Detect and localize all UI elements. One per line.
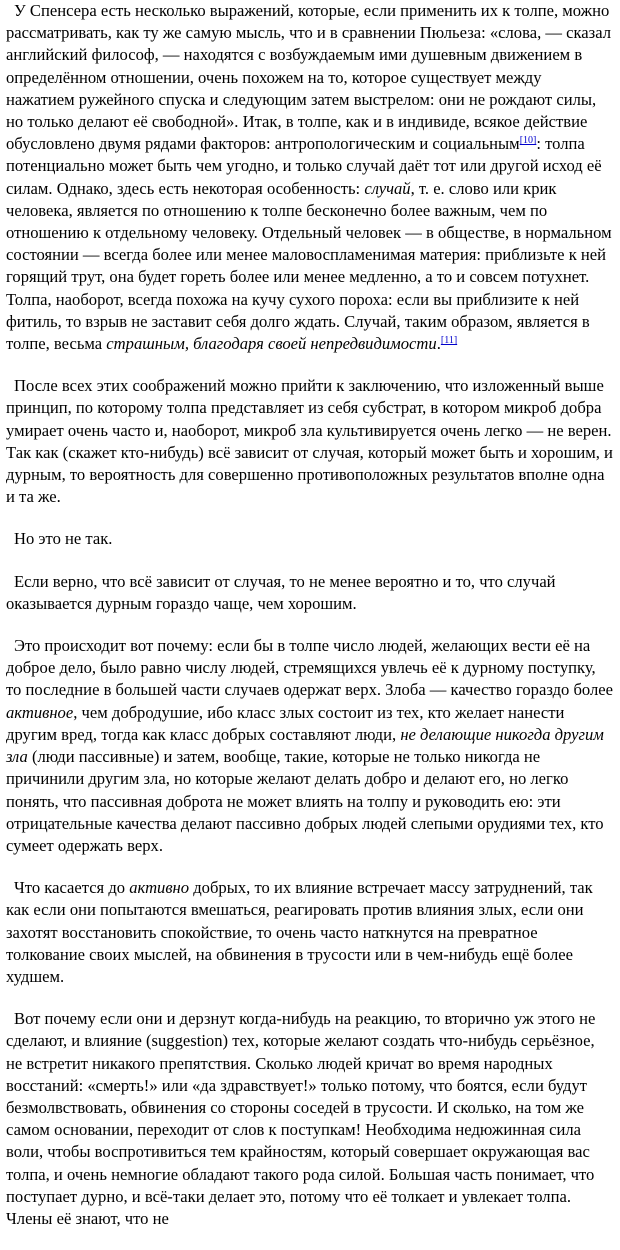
- paragraph-text: , чем добродушие, ибо класс злых состоит из тех, кто желает нанести другим вред, тогда как класс добрых составляют люди,: [6, 702, 565, 744]
- paragraph: [6, 528, 614, 550]
- italic-text: случай: [364, 178, 411, 198]
- paragraph-text: Вот почему если они и дерзнут когда-нибудь на реакцию, то вторично уж этого не сделают, и влияние (suggestion) тех, которые желают создать что-нибудь серьёзное, не встретит никакого препятствия. Сколько людей кричат во время народных восстаний: «смерть!» или «да здравствует!» только потому, что боятся, если будут безмолвствовать, обвинения со стороны соседей в трусости. И сколько, на том же самом основании, переходит от слов к поступкам! Необходима недюжинная сила воли, чтобы воспротивиться тем крайностям, который совершает окружающая вас толпа, и очень немногие обладают такого рода силой. Большая часть понимает, что поступает дурно, и всё-таки делает это, потому что её толкает и увлекает толпа. Члены её знают, что не: [6, 1009, 596, 1228]
- paragraph: [6, 635, 614, 857]
- paragraph-text: После всех этих соображений можно прийти к заключению, что изложенный выше принцип, по которому толпа представляет из себя субстрат, в котором микроб добра умирает очень часто и, наоборот, микроб зла культивируется очень легко — не верен. Так как (скажет кто-нибудь) всё зависит от случая, который может быть и хорошим, и дурным, то вероятность для совершенно противоположных результатов вполне одна и та же.: [6, 376, 613, 507]
- paragraph-text: добрых, то их влияние встречает массу затруднений, так как если они попытаются вмешаться, реагировать против влияния злых, если они захотят восстановить спокойствие, то очень часто наткнутся на превратное толкование своих мыслей, на обвинения в трусости или в чем-нибудь ещё более худшем.: [6, 878, 593, 986]
- paragraph-text: , т. е. слово или крик человека, является по отношению к толпе бесконечно более важным, чем по отношению к отдельному человеку. Отдельный человек — в обществе, в нормальном состоянии — всегда более или менее маловоспламенимая материя: приблизьте к ней горящий трут, она будет гореть более или менее медленно, а то и совсем потухнет. Толпа, наоборот, всегда похожа на кучу сухого пороха: если вы приблизите к ней фитиль, то взрыв не заставит себя долго ждать. Случай, таким образом, является в толпе, весьма: [6, 178, 612, 354]
- paragraph: [6, 1008, 614, 1230]
- paragraph: [6, 877, 614, 988]
- italic-text: активно: [129, 878, 190, 898]
- italic-text: активное: [6, 702, 74, 722]
- italic-text: не делающие никогда другим зла: [6, 724, 604, 767]
- paragraph-text: (люди пассивные) и затем, вообще, такие, которые не только никогда не причинили другим зла, но которые желают делать добро и делают его, но легко понять, что пассивная доброта не может влиять на толпу и руководить ею: эти отрицательные качества делают пассивно добрых людей слепыми орудиями тех, кто сумеет одержать верх.: [6, 747, 604, 855]
- paragraph-text: Что касается до: [14, 878, 130, 898]
- paragraph: [6, 0, 614, 355]
- document-body: [6, 0, 614, 1250]
- paragraph-text: Если верно, что всё зависит от случая, то не менее вероятно и то, что случай оказывается дурным гораздо чаще, чем хорошим.: [6, 571, 556, 613]
- paragraph-text: Это происходит вот почему: если бы в толпе число людей, желающих вести её на доброе дело, было равно числу людей, стремящихся увлечь её к дурному поступку, то последние в большей части случаев одержат верх. Злоба — качество гораздо более: [6, 636, 613, 700]
- paragraph-text: .: [436, 334, 441, 354]
- footnote-link[interactable]: [11]: [440, 335, 458, 347]
- paragraph: [6, 571, 614, 615]
- footnote-link[interactable]: [10]: [519, 135, 537, 147]
- paragraph-text: : толпа потенциально может быть чем угодно, и только случай даёт тот или другой исход её силам. Однако, здесь есть некоторая особенность:: [6, 134, 602, 198]
- paragraph: [6, 375, 614, 508]
- paragraph-text: Но это не так.: [14, 529, 113, 549]
- paragraph-text: У Спенсера есть несколько выражений, которые, если применить их к толпе, можно рассматривать, как ту же самую мысль, что и в сравнении Пюльеза: «слова, — сказал английский философ, — находятся с возбуждаемым ими душевным движением в определённом отношении, очень похожем на то, которое существует между нажатием ружейного спуска и следующим затем выстрелом: они не рождают силы, но только делают её свободной». Итак, в толпе, как и в индивиде, всякое действие обусловлено двумя рядами факторов: антропологическим и социальным: [6, 1, 612, 154]
- italic-text: страшным, благодаря своей непредвидимости: [106, 334, 437, 354]
